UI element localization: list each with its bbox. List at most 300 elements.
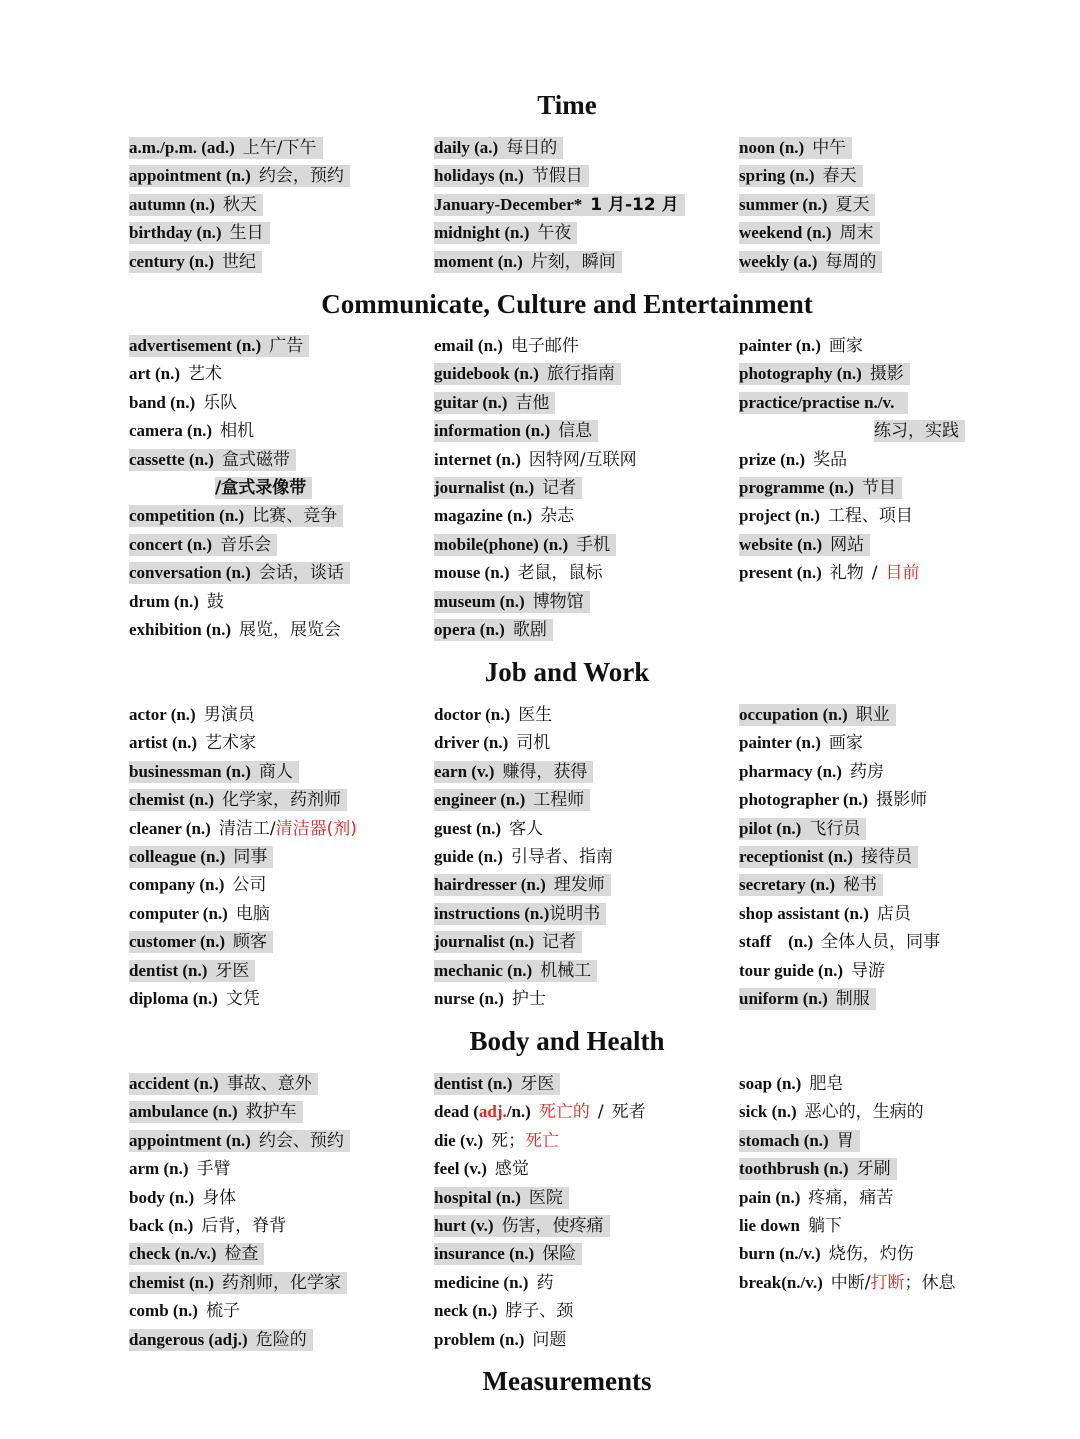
vocab-entry-continuation (129, 473, 350, 501)
section-title-body: Body and Health (469, 1026, 665, 1056)
word: journalist (n.) (434, 478, 535, 498)
vocab-entry (739, 1268, 962, 1296)
word: chemist (n.) (129, 1272, 214, 1292)
vocab-entry-continuation (739, 416, 965, 444)
vocab-entry (434, 757, 619, 785)
separator: / (597, 1102, 604, 1123)
word: weekend (n.) (739, 223, 832, 243)
word: arm (n.) (129, 1159, 189, 1179)
word: staff (n.) (739, 932, 814, 952)
vocab-entry (739, 842, 946, 870)
meaning: 网站 (830, 534, 865, 555)
meaning: 世纪 (221, 251, 256, 272)
meaning: 比赛、竞争 (252, 506, 338, 527)
vocab-entry (739, 445, 965, 473)
word: appointment (n.) (129, 1130, 251, 1150)
word: sick (n.) (739, 1102, 797, 1122)
meaning: 每周的 (825, 251, 877, 272)
meaning: 机械工 (540, 960, 592, 981)
vocab-entry (129, 1097, 350, 1125)
meaning: 药房 (849, 761, 884, 782)
vocab-entry (434, 247, 685, 275)
meaning: 相机 (220, 421, 255, 442)
word: dentist (n.) (434, 1074, 513, 1094)
meaning: 摄影师 (876, 790, 928, 811)
word: engineer (n.) (434, 790, 526, 810)
vocab-entry (129, 501, 350, 529)
vocab-entry (434, 1296, 652, 1324)
column (739, 133, 882, 275)
vocab-entry (129, 1211, 350, 1239)
vocab-entry (739, 218, 882, 246)
word: drum (n.) (129, 591, 199, 611)
word: exhibition (n.) (129, 620, 232, 639)
word: customer (n.) (129, 932, 225, 952)
meaning: 药剂师，化学家 (221, 1272, 341, 1293)
vocab-entry (129, 218, 350, 246)
meaning: 午夜 (537, 223, 572, 244)
meaning: 牙医 (520, 1074, 555, 1095)
word: moment (n.) (434, 251, 523, 271)
word: autumn (n.) (129, 194, 215, 214)
word: body (n.) (129, 1187, 195, 1207)
vocab-entry (434, 1126, 652, 1154)
vocab-entry (739, 757, 946, 785)
vocab-entry (739, 927, 946, 955)
meaning: 奖品 (813, 449, 848, 470)
word: website (n.) (739, 534, 823, 554)
vocab-entry (129, 927, 363, 955)
word: present (n.) (739, 563, 822, 583)
meaning: 感觉 (494, 1159, 529, 1180)
meaning: 老鼠，鼠标 (517, 563, 603, 584)
vocab-entry (434, 984, 619, 1012)
vocab-entry (129, 984, 363, 1012)
vocab-entry (739, 1183, 962, 1211)
meaning: 歌剧 (512, 620, 547, 640)
vocab-entry (739, 1154, 962, 1182)
meaning: 危险的 (255, 1329, 307, 1350)
word: stomach (n.) (739, 1130, 829, 1150)
vocab-entry (129, 1126, 350, 1154)
word: instructions (n.) (434, 903, 550, 923)
meaning: 手机 (576, 534, 611, 555)
meaning: 会话，谈话 (258, 563, 344, 584)
word: back (n.) (129, 1216, 194, 1236)
word: cassette (n.) (129, 449, 214, 469)
meaning: 顾客 (233, 932, 267, 953)
meaning: 说明书 (549, 903, 601, 924)
word: holidays (n.) (434, 166, 524, 186)
meaning-highlight: 目前 (885, 563, 920, 584)
meaning: 片刻，瞬间 (530, 251, 616, 272)
vocab-entry (739, 785, 946, 813)
word: hospital (n.) (434, 1187, 521, 1207)
meaning: 摄影 (869, 364, 904, 385)
meaning: 文凭 (225, 989, 260, 1009)
vocab-entry (434, 587, 643, 615)
meaning: 展览，展览会 (239, 620, 342, 640)
meaning: 事故、意外 (226, 1074, 312, 1095)
meaning-highlight: 死亡 (525, 1130, 560, 1151)
meaning: 理发师 (553, 875, 605, 896)
vocab-entry (129, 1239, 350, 1267)
meaning: 博物馆 (532, 591, 584, 612)
vocab-entry (739, 473, 965, 501)
word: mechanic (n.) (434, 960, 533, 980)
word: occupation (n.) (739, 705, 848, 725)
meaning: 约会、预约 (258, 1130, 344, 1151)
vocab-entry (739, 359, 965, 387)
meaning: 救护车 (245, 1102, 297, 1123)
word: camera (n.) (129, 421, 213, 441)
vocab-entry (434, 388, 643, 416)
meaning: 上午/下午 (242, 138, 317, 159)
word: insurance (n.) (434, 1244, 535, 1264)
vocab-entry (739, 1097, 962, 1125)
vocab-entry (129, 728, 363, 756)
column (434, 331, 643, 643)
vocab-entry (129, 247, 350, 275)
vocab-entry (434, 1211, 652, 1239)
word: burn (n./v.) (739, 1244, 821, 1264)
meaning: 躺下 (807, 1216, 842, 1237)
word: tour guide (n.) (739, 960, 844, 980)
meaning: 记者 (542, 932, 577, 953)
vocab-entry (129, 1183, 350, 1211)
vocab-entry (129, 785, 363, 813)
meaning: 死者 (611, 1102, 646, 1123)
meaning: 电脑 (235, 903, 270, 924)
vocab-entry (129, 1325, 350, 1353)
vocab-entry (739, 331, 965, 359)
vocab-entry (129, 956, 363, 984)
meaning: 制服 (835, 989, 870, 1009)
vocab-entry (434, 558, 643, 586)
word: chemist (n.) (129, 790, 214, 810)
meaning: 春天 (822, 166, 857, 187)
column (129, 331, 350, 643)
word: driver (n.) (434, 733, 509, 753)
meaning: 保险 (542, 1244, 577, 1265)
vocab-entry (434, 331, 643, 359)
column (129, 700, 363, 1012)
section-title-communicate: Communicate, Culture and Entertainment (321, 289, 813, 319)
meaning: 肥皂 (809, 1074, 844, 1095)
meaning: 梳子 (205, 1301, 240, 1322)
vocab-entry (434, 899, 619, 927)
vocab-entry (739, 1069, 962, 1097)
word: a.m./p.m. (ad.) (129, 138, 235, 158)
meaning: 公司 (232, 875, 267, 896)
word: noon (n.) (739, 138, 805, 158)
word: pain (n.) (739, 1187, 801, 1207)
vocab-entry (129, 1154, 350, 1182)
word (434, 1102, 531, 1121)
meaning: 广告 (269, 336, 304, 357)
vocab-entry (434, 1239, 652, 1267)
vocab-entry (129, 1268, 350, 1296)
word: conversation (n.) (129, 563, 251, 583)
vocab-entry (129, 359, 350, 387)
vocab-entry (739, 870, 946, 898)
vocab-entry (739, 984, 946, 1012)
meaning: 旅行指南 (546, 364, 615, 385)
word: guide (n.) (434, 847, 503, 867)
vocab-entry (129, 587, 350, 615)
word: guidebook (n.) (434, 364, 539, 384)
word: prize (n.) (739, 449, 806, 469)
meaning: 因特网/互联网 (528, 449, 637, 470)
word: mouse (n.) (434, 563, 510, 583)
meaning: 秋天 (222, 194, 257, 215)
word: daily (a.) (434, 138, 499, 158)
vocab-entry (739, 1211, 962, 1239)
vocab-entry (129, 700, 363, 728)
vocab-entry (434, 842, 619, 870)
meaning: 电子邮件 (510, 336, 579, 357)
word: band (n.) (129, 392, 196, 412)
word: mobile(phone) (n.) (434, 534, 569, 554)
vocab-entry (434, 1154, 652, 1182)
word: break(n./v.) (739, 1272, 823, 1292)
vocab-entry (129, 615, 350, 643)
meaning: 手臂 (196, 1159, 231, 1180)
word: photographer (n.) (739, 790, 869, 810)
vocab-entry (434, 728, 619, 756)
word: artist (n.) (129, 733, 197, 753)
word: secretary (n.) (739, 875, 835, 895)
vocab-entry (739, 956, 946, 984)
meaning-tail: ；休息 (904, 1272, 956, 1293)
vocab-entry (739, 1126, 962, 1154)
meaning: 信息 (558, 421, 593, 442)
word: practice/practise n./v. (739, 392, 895, 412)
vocab-entry (129, 870, 363, 898)
word: colleague (n.) (129, 847, 226, 867)
word: neck (n.) (434, 1301, 498, 1321)
meaning: 鼓 (206, 591, 224, 612)
vocab-entry (129, 161, 350, 189)
word: advertisement (n.) (129, 336, 262, 356)
meaning: 身体 (202, 1187, 237, 1208)
vocab-entry (434, 473, 643, 501)
meaning: 男演员 (203, 705, 255, 726)
word: businessman (n.) (129, 761, 251, 781)
meaning: 飞行员 (809, 818, 861, 839)
word: diploma (n.) (129, 989, 218, 1008)
vocab-entry (129, 1296, 350, 1324)
meaning: 问题 (532, 1329, 567, 1350)
meaning: 艺术 (187, 364, 222, 385)
vocab-entry (434, 1325, 652, 1353)
meaning: 疼痛，痛苦 (808, 1187, 894, 1208)
word: spring (n.) (739, 166, 815, 186)
meaning: 秘书 (842, 875, 877, 896)
vocab-entry (739, 700, 946, 728)
column (434, 1069, 652, 1353)
vocab-entry (129, 388, 350, 416)
word: guest (n.) (434, 818, 502, 838)
meaning: 练习，实践 (874, 421, 959, 442)
word: cleaner (n.) (129, 818, 211, 838)
meaning: 杂志 (540, 506, 575, 527)
word: concert (n.) (129, 534, 213, 554)
word: email (n.) (434, 336, 503, 356)
word: art (n.) (129, 364, 180, 384)
vocab-entry (739, 899, 946, 927)
word: nurse (n.) (434, 989, 504, 1008)
vocab-entry (434, 700, 619, 728)
word: feel (v.) (434, 1159, 487, 1179)
word: company (n.) (129, 875, 225, 895)
word: museum (n.) (434, 591, 525, 611)
section-title-measurements: Measurements (482, 1366, 652, 1396)
meaning: 牙刷 (856, 1159, 891, 1180)
word: check (n./v.) (129, 1244, 217, 1264)
word-part: dead ( (434, 1102, 479, 1122)
word: project (n.) (739, 506, 820, 526)
vocab-entry (129, 331, 350, 359)
meaning: 接待员 (860, 847, 912, 868)
meaning: 司机 (516, 733, 551, 754)
separator: / (871, 563, 878, 584)
meaning: 全体人员，同事 (821, 932, 941, 953)
word: toothbrush (n.) (739, 1159, 849, 1179)
vocab-entry (739, 190, 882, 218)
vocab-entry (129, 416, 350, 444)
column (739, 1069, 962, 1296)
word: computer (n.) (129, 903, 228, 923)
vocab-entry (434, 359, 643, 387)
meaning: 礼物 (829, 563, 864, 584)
vocab-entry (434, 218, 685, 246)
meaning: 节目 (861, 478, 896, 499)
meaning: 乐队 (203, 392, 238, 413)
vocab-entry (434, 956, 619, 984)
meaning: 引导者、指南 (510, 847, 613, 868)
meaning: 约会，预约 (258, 166, 344, 187)
meaning: /盒式录像带 (215, 478, 307, 499)
meaning: 恶心的，生病的 (804, 1102, 924, 1123)
vocab-entry (129, 814, 363, 842)
word: doctor (n.) (434, 705, 511, 725)
vocab-entry (434, 814, 619, 842)
word: summer (n.) (739, 194, 828, 214)
vocab-entry (739, 501, 965, 529)
meaning: 检查 (224, 1244, 259, 1265)
word: die (v.) (434, 1130, 484, 1150)
word: magazine (n.) (434, 506, 533, 526)
word: problem (n.) (434, 1329, 525, 1349)
meaning: 画家 (828, 733, 863, 754)
vocab-entry (434, 1097, 652, 1125)
vocab-entry (434, 133, 685, 161)
meaning: 胃 (836, 1130, 854, 1151)
meaning: 清洁工/ (218, 818, 276, 839)
word: accident (n.) (129, 1074, 219, 1094)
vocab-entry (129, 133, 350, 161)
meaning: 盒式磁带 (221, 449, 290, 470)
meaning: 护士 (511, 989, 546, 1009)
section-title-time: Time (537, 90, 597, 120)
word: guitar (n.) (434, 392, 508, 412)
meaning: 同事 (233, 847, 268, 868)
vocab-entry (129, 190, 350, 218)
meaning: 导游 (851, 960, 886, 981)
word: programme (n.) (739, 478, 854, 498)
word: lie down (739, 1216, 800, 1236)
word: receptionist (n.) (739, 847, 853, 867)
column (129, 1069, 350, 1353)
vocab-entry (434, 190, 685, 218)
column (434, 133, 685, 275)
word: dentist (n.) (129, 960, 208, 980)
word: internet (n.) (434, 449, 521, 469)
vocab-entry (129, 445, 350, 473)
word: dangerous (adj.) (129, 1329, 248, 1349)
meaning: 1 月-12 月 (590, 194, 679, 215)
meaning: 中断/ (830, 1272, 871, 1293)
word: earn (v.) (434, 761, 495, 781)
vocab-entry (434, 416, 643, 444)
word: appointment (n.) (129, 166, 251, 186)
meaning: 夏天 (835, 194, 870, 215)
vocab-entry (434, 1268, 652, 1296)
word: pilot (n.) (739, 818, 802, 838)
meaning: 职业 (855, 705, 890, 726)
word: journalist (n.) (434, 932, 535, 952)
vocab-entry (129, 842, 363, 870)
word-highlight: adj. (478, 1102, 507, 1122)
meaning: 脖子、颈 (505, 1301, 574, 1322)
vocab-entry (434, 615, 643, 643)
vocab-entry (739, 814, 946, 842)
meaning-highlight: 清洁器(剂) (275, 818, 357, 839)
meaning: 记者 (542, 478, 577, 499)
vocab-entry (434, 870, 619, 898)
meaning: 工程师 (533, 790, 585, 811)
word: actor (n.) (129, 705, 196, 725)
vocab-entry (739, 388, 965, 416)
vocab-entry (129, 530, 350, 558)
section-title-job: Job and Work (484, 657, 650, 687)
vocab-entry (739, 558, 965, 586)
word: weekly (a.) (739, 251, 818, 271)
meaning: 商人 (258, 761, 293, 782)
meaning: 每日的 (506, 138, 558, 159)
meaning: 牙医 (215, 960, 250, 981)
meaning: 中午 (812, 138, 847, 159)
word: century (n.) (129, 251, 214, 271)
meaning: 医院 (528, 1187, 563, 1208)
meaning: 音乐会 (220, 534, 272, 555)
vocab-entry (434, 1183, 652, 1211)
word: uniform (n.) (739, 989, 828, 1008)
vocab-entry (129, 1069, 350, 1097)
vocab-entry (434, 927, 619, 955)
word: January-December* (434, 194, 583, 214)
meaning: 医生 (518, 705, 553, 726)
word: opera (n.) (434, 620, 505, 639)
meaning: 死； (491, 1130, 526, 1151)
meaning-highlight: 死亡的 (538, 1102, 590, 1123)
vocab-entry (434, 161, 685, 189)
meaning: 药 (536, 1272, 554, 1293)
meaning: 店员 (876, 903, 911, 924)
vocab-entry (129, 757, 363, 785)
meaning: 化学家，药剂师 (221, 790, 341, 811)
